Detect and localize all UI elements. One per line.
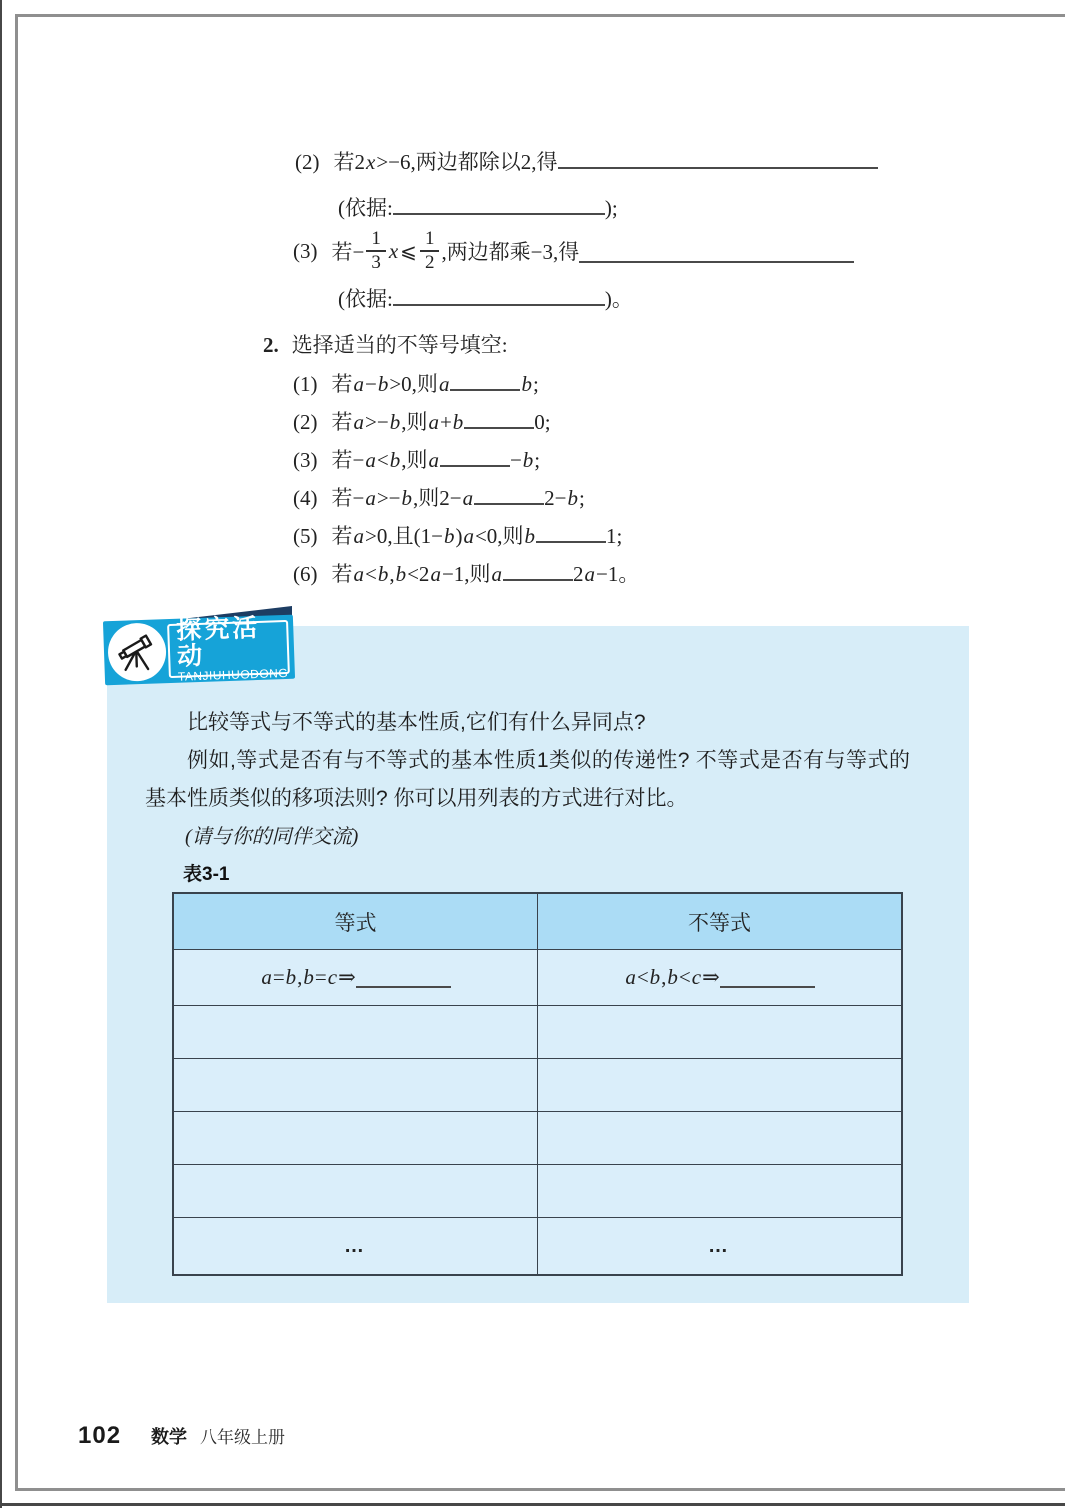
table-label: 表3-1 (183, 864, 230, 885)
table-header-inequality: 不等式 (537, 894, 901, 949)
blank-line (393, 193, 605, 215)
table-ellipsis-row (174, 1217, 901, 1274)
badge-body (103, 615, 295, 686)
basis-open: (依据: (338, 287, 393, 311)
empty-cell (537, 1006, 901, 1058)
page-footer (78, 1422, 285, 1450)
blank-line (579, 261, 854, 263)
cell-math: a<b,b<c⇒ (625, 965, 720, 989)
exercise2-item-2 (293, 406, 551, 436)
empty-cell (174, 1165, 537, 1217)
item-number: (3) (293, 448, 318, 472)
blank-line (440, 445, 510, 467)
exercise1-item3-line (293, 220, 854, 282)
exercise2-heading (263, 329, 508, 359)
basis-close: ); (604, 196, 618, 220)
activity-badge (104, 604, 300, 690)
item-text-post: 0; (534, 410, 551, 434)
blank-line (464, 407, 534, 429)
empty-cell (537, 1112, 901, 1164)
exercise2-item-6 (293, 558, 639, 588)
item-text-post: b; (521, 372, 539, 396)
item-number: (5) (293, 524, 318, 548)
exercise-number: 2. (263, 333, 279, 357)
activity-paragraph-2: 例如,等式是否有与不等式的基本性质1类似的传递性? 不等式是否有与等式的基本性质类似的移项法则? 你可以用列表的方式进行对比。 (145, 749, 910, 810)
table-row-transitivity (174, 949, 901, 1005)
page-frame-bottom (15, 1488, 1065, 1491)
blank-line (393, 284, 605, 306)
badge-title: 探究活动 (175, 613, 261, 671)
item-text-pre: 若− (331, 240, 365, 264)
blank-line (720, 967, 815, 989)
empty-cell (174, 1112, 537, 1164)
exercise1-item3-basis-line (338, 283, 633, 313)
badge-subtitle: TANJIUHUODONG (177, 666, 289, 684)
table-header-equality: 等式 (334, 910, 377, 935)
item-number: (4) (293, 486, 318, 510)
item-text: 若2x>−6,两边都除以2,得 (333, 150, 558, 174)
item-text-post: ,两边都乘−3,得 (441, 240, 580, 264)
exploration-activity-panel (107, 626, 969, 1303)
exercise2-item-3 (293, 444, 540, 474)
table-header-row (174, 894, 901, 949)
item-text: 若a>−b,则a+b (331, 410, 464, 434)
scan-edge-left (0, 0, 2, 1508)
table-cell-equality (174, 950, 537, 1005)
blank-line (558, 147, 878, 169)
exercise2-item-1 (293, 368, 539, 398)
exercise2-item-5 (293, 520, 622, 550)
badge-text-box (167, 613, 290, 684)
footer-subject: 数学 (151, 1427, 188, 1447)
exercise1-item2-line (295, 146, 878, 176)
item-text-post: 2−b; (544, 486, 585, 510)
fraction-one-third: $\frac{1}{3}$ (366, 229, 386, 273)
basis-close: )。 (604, 287, 633, 311)
item-number: (2) (295, 150, 320, 174)
table-cell-inequality (537, 950, 901, 1005)
exercise1-item2-basis-line (338, 192, 618, 222)
item-text: 若−a<b,则a (331, 448, 439, 472)
blank-line (503, 559, 573, 581)
activity-text (145, 704, 910, 894)
telescope-icon (107, 622, 167, 682)
exercise2-item-4 (293, 482, 585, 512)
item-text-post: −b; (509, 448, 541, 472)
page-frame-left (15, 14, 18, 1491)
ellipsis-cell: … (344, 1234, 367, 1257)
item-text: 若−a>−b,则2−a (331, 486, 474, 510)
empty-cell (174, 1006, 537, 1058)
item-text: 若a−b>0,则a (331, 372, 450, 396)
page-frame-top (15, 14, 1065, 17)
activity-note: (请与你的同伴交流) (185, 826, 359, 848)
cell-math: a=b,b=c⇒ (261, 965, 356, 989)
item-text-post: 2a−1。 (573, 562, 640, 586)
item-text: 若a<b,b<2a−1,则a (331, 562, 503, 586)
item-number: (1) (293, 372, 318, 396)
blank-line (474, 483, 544, 505)
empty-cell (537, 1165, 901, 1217)
activity-paragraph-1: 比较等式与不等式的基本性质,它们有什么异同点? (187, 711, 646, 734)
empty-cell (537, 1059, 901, 1111)
empty-cell (174, 1059, 537, 1111)
item-number: (3) (293, 238, 318, 263)
leq-symbol: ⩽ (400, 239, 417, 263)
table-empty-row (174, 1005, 901, 1058)
item-text: 若a>0,且(1−b)a<0,则b (331, 524, 536, 548)
page-number: 102 (78, 1422, 122, 1449)
table-empty-row (174, 1164, 901, 1217)
ellipsis-cell: … (537, 1218, 901, 1274)
fraction-one-half: $\frac{1}{2}$ (420, 229, 440, 273)
item-text-post: 1; (606, 524, 623, 548)
footer-volume: 八年级上册 (200, 1428, 286, 1447)
comparison-table (172, 892, 903, 1276)
item-number: (2) (293, 410, 318, 434)
basis-open: (依据: (338, 196, 393, 220)
blank-line (450, 369, 520, 391)
scan-edge-bottom (0, 1503, 1065, 1506)
blank-line (536, 521, 606, 543)
table-empty-row (174, 1058, 901, 1111)
item-number: (6) (293, 562, 318, 586)
variable-x: x (388, 238, 399, 263)
blank-line (356, 967, 451, 989)
table-empty-row (174, 1111, 901, 1164)
exercise-title: 选择适当的不等号填空: (291, 333, 508, 357)
